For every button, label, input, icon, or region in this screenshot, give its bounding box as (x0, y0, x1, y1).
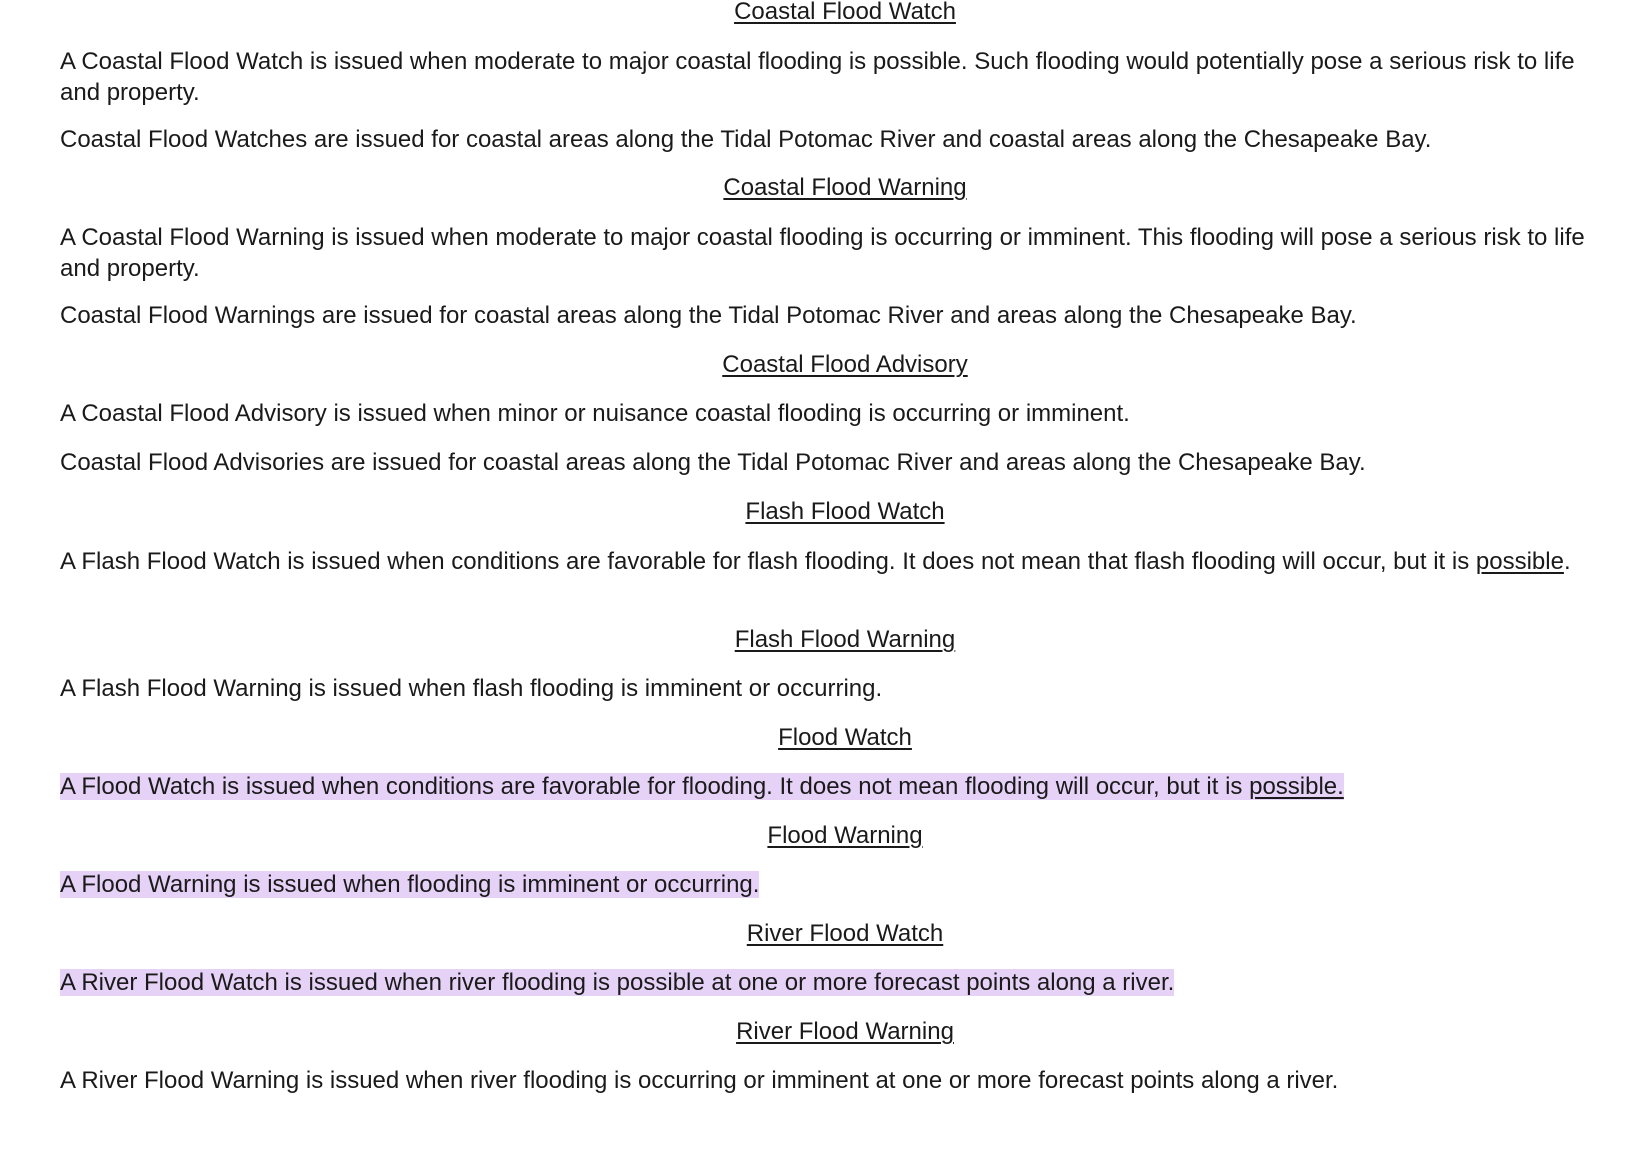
paragraph-river-flood-warning-definition: A River Flood Warning is issued when river flooding is occurring or imminent at one or more forecast points along a river. (60, 1067, 1339, 1094)
heading-flash-flood-warning[interactable]: Flash Flood Warning (734, 626, 956, 653)
heading-flood-watch[interactable]: Flood Watch (778, 724, 912, 751)
heading-coastal-flood-watch[interactable]: Coastal Flood Watch (734, 0, 956, 25)
heading-coastal-flood-advisory[interactable]: Coastal Flood Advisory (722, 351, 968, 378)
paragraph-coastal-flood-advisory-areas: Coastal Flood Advisories are issued for coastal areas along the Tidal Potomac River and areas along the Chesapeake Bay. (60, 449, 1366, 476)
paragraph-coastal-flood-advisory-definition: A Coastal Flood Advisory is issued when minor or nuisance coastal flooding is occurring or imminent. (60, 400, 1130, 427)
possible-link[interactable]: possible. (1249, 773, 1344, 800)
paragraph-coastal-flood-warning-areas: Coastal Flood Warnings are issued for coastal areas along the Tidal Potomac River and areas along the Chesapeake Bay. (60, 302, 1357, 329)
paragraph-flash-flood-warning-definition: A Flash Flood Warning is issued when flash flooding is imminent or occurring. (60, 675, 883, 702)
possible-link[interactable]: possible (1475, 548, 1564, 575)
heading-river-flood-warning[interactable]: River Flood Warning (736, 1018, 954, 1045)
paragraph-coastal-flood-watch-definition: A Coastal Flood Watch is issued when moderate to major coastal flooding is possible. Such flooding would potentially pose a serious risk to life and property. (60, 48, 1575, 106)
heading-river-flood-watch[interactable]: River Flood Watch (746, 920, 944, 947)
highlighted-text: A River Flood Watch is issued when river flooding is possible at one or more forecast points along a river. (60, 969, 1175, 996)
heading-coastal-flood-warning[interactable]: Coastal Flood Warning (723, 174, 967, 201)
heading-flood-warning[interactable]: Flood Warning (767, 822, 923, 849)
paragraph-coastal-flood-watch-areas: Coastal Flood Watches are issued for coastal areas along the Tidal Potomac River and coastal areas along the Chesapeake Bay. (60, 126, 1432, 153)
paragraph-coastal-flood-warning-definition: A Coastal Flood Warning is issued when moderate to major coastal flooding is occurring or imminent. This flooding will pose a serious risk to life and property. (60, 224, 1585, 282)
paragraph-text: A Flash Flood Watch is issued when conditions are favorable for flash flooding. It does not mean that flash flooding will occur, but it is (60, 548, 1476, 575)
paragraph-flood-warning-definition (60, 869, 1615, 900)
paragraph-river-flood-watch-definition (60, 967, 1615, 998)
paragraph-text-end: . (1563, 548, 1571, 575)
highlighted-text (60, 773, 1344, 800)
paragraph-flash-flood-watch-definition (60, 546, 1615, 577)
heading-flash-flood-watch[interactable]: Flash Flood Watch (745, 498, 945, 525)
paragraph-flood-watch-definition (60, 771, 1615, 802)
paragraph-text: A Flood Watch is issued when conditions are favorable for flooding. It does not mean flooding will occur, but it is (60, 773, 1250, 800)
highlighted-text: A Flood Warning is issued when flooding is imminent or occurring. (60, 871, 760, 898)
